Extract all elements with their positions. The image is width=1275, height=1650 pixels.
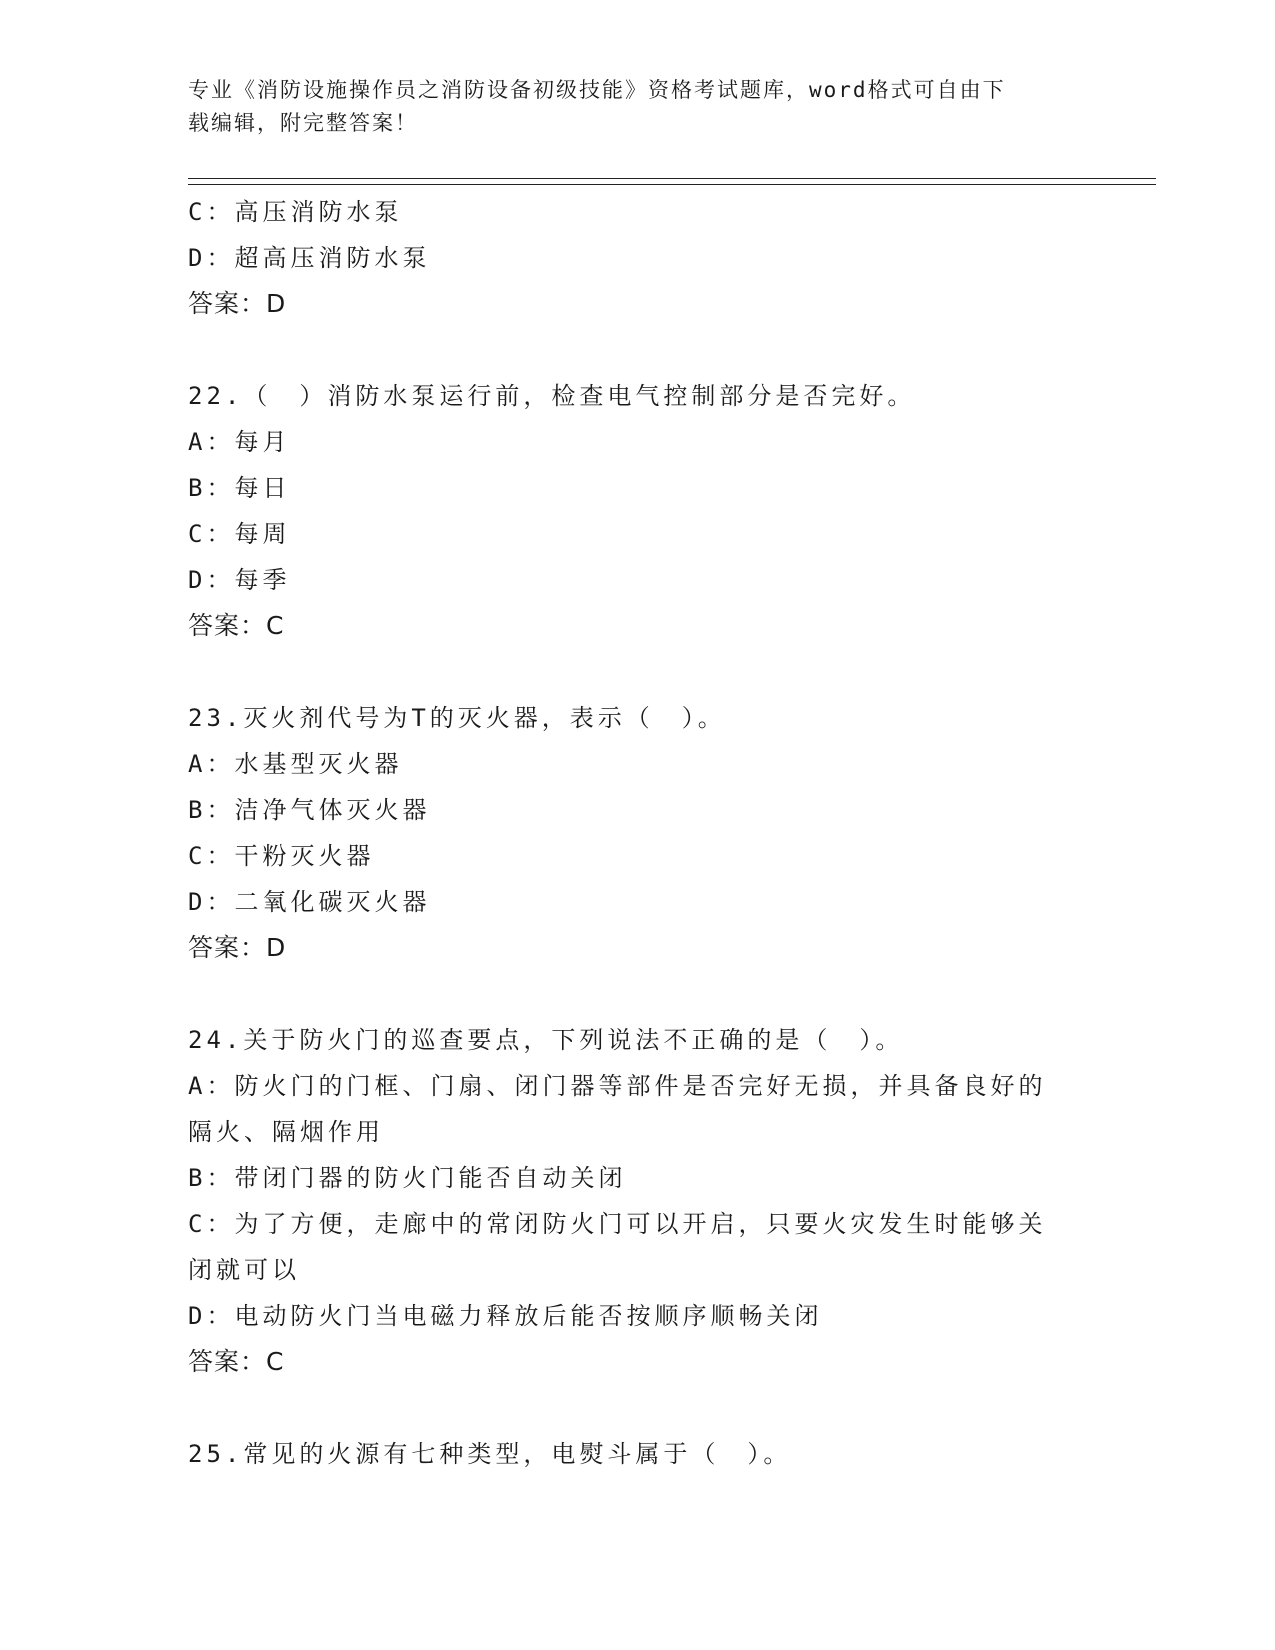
option-d: D：每季 [188,566,291,594]
option-c-continued: 闭就可以 [188,1256,300,1284]
option-a-continued: 隔火、隔烟作用 [188,1118,384,1146]
spacer [188,1385,1088,1431]
option-d: D：超高压消防水泵 [188,244,431,272]
question-22 [188,373,1088,649]
header-line-1: 专业《消防设施操作员之消防设备初级技能》资格考试题库，word格式可自由下 [188,78,1006,102]
option-c: C：干粉灭火器 [188,842,375,870]
question-list [188,189,1088,1477]
option-b: B：带闭门器的防火门能否自动关闭 [188,1164,627,1192]
option-a: A：防火门的门框、门扇、闭门器等部件是否完好无损，并具备良好的 [188,1072,1047,1100]
question-stem: 22.（ ）消防水泵运行前，检查电气控制部分是否完好。 [188,382,916,410]
question-24 [188,1017,1088,1385]
header-divider [188,178,1156,185]
option-a: A：每月 [188,428,291,456]
question-21 [188,189,1088,327]
option-b: B：每日 [188,474,291,502]
spacer [188,971,1088,1017]
question-stem: 25.常见的火源有七种类型，电熨斗属于（ ）。 [188,1440,792,1468]
option-d: D：二氧化碳灭火器 [188,888,431,916]
question-25 [188,1431,1088,1477]
spacer [188,327,1088,373]
question-23 [188,695,1088,971]
answer: 答案：C [188,1347,285,1376]
spacer [188,649,1088,695]
option-d: D：电动防火门当电磁力释放后能否按顺序顺畅关闭 [188,1302,823,1330]
option-a: A：水基型灭火器 [188,750,403,778]
question-stem: 24.关于防火门的巡查要点，下列说法不正确的是（ ）。 [188,1026,904,1054]
question-stem: 23.灭火剂代号为T的灭火器，表示（ ）。 [188,704,726,732]
option-c: C：每周 [188,520,291,548]
answer: 答案：D [188,289,287,318]
document-header [188,74,1088,140]
header-line-2: 载编辑，附完整答案！ [188,111,418,135]
option-c: C：高压消防水泵 [188,198,403,226]
option-b: B：洁净气体灭火器 [188,796,431,824]
answer: 答案：C [188,611,285,640]
option-c: C：为了方便，走廊中的常闭防火门可以开启，只要火灾发生时能够关 [188,1210,1047,1238]
answer: 答案：D [188,933,287,962]
